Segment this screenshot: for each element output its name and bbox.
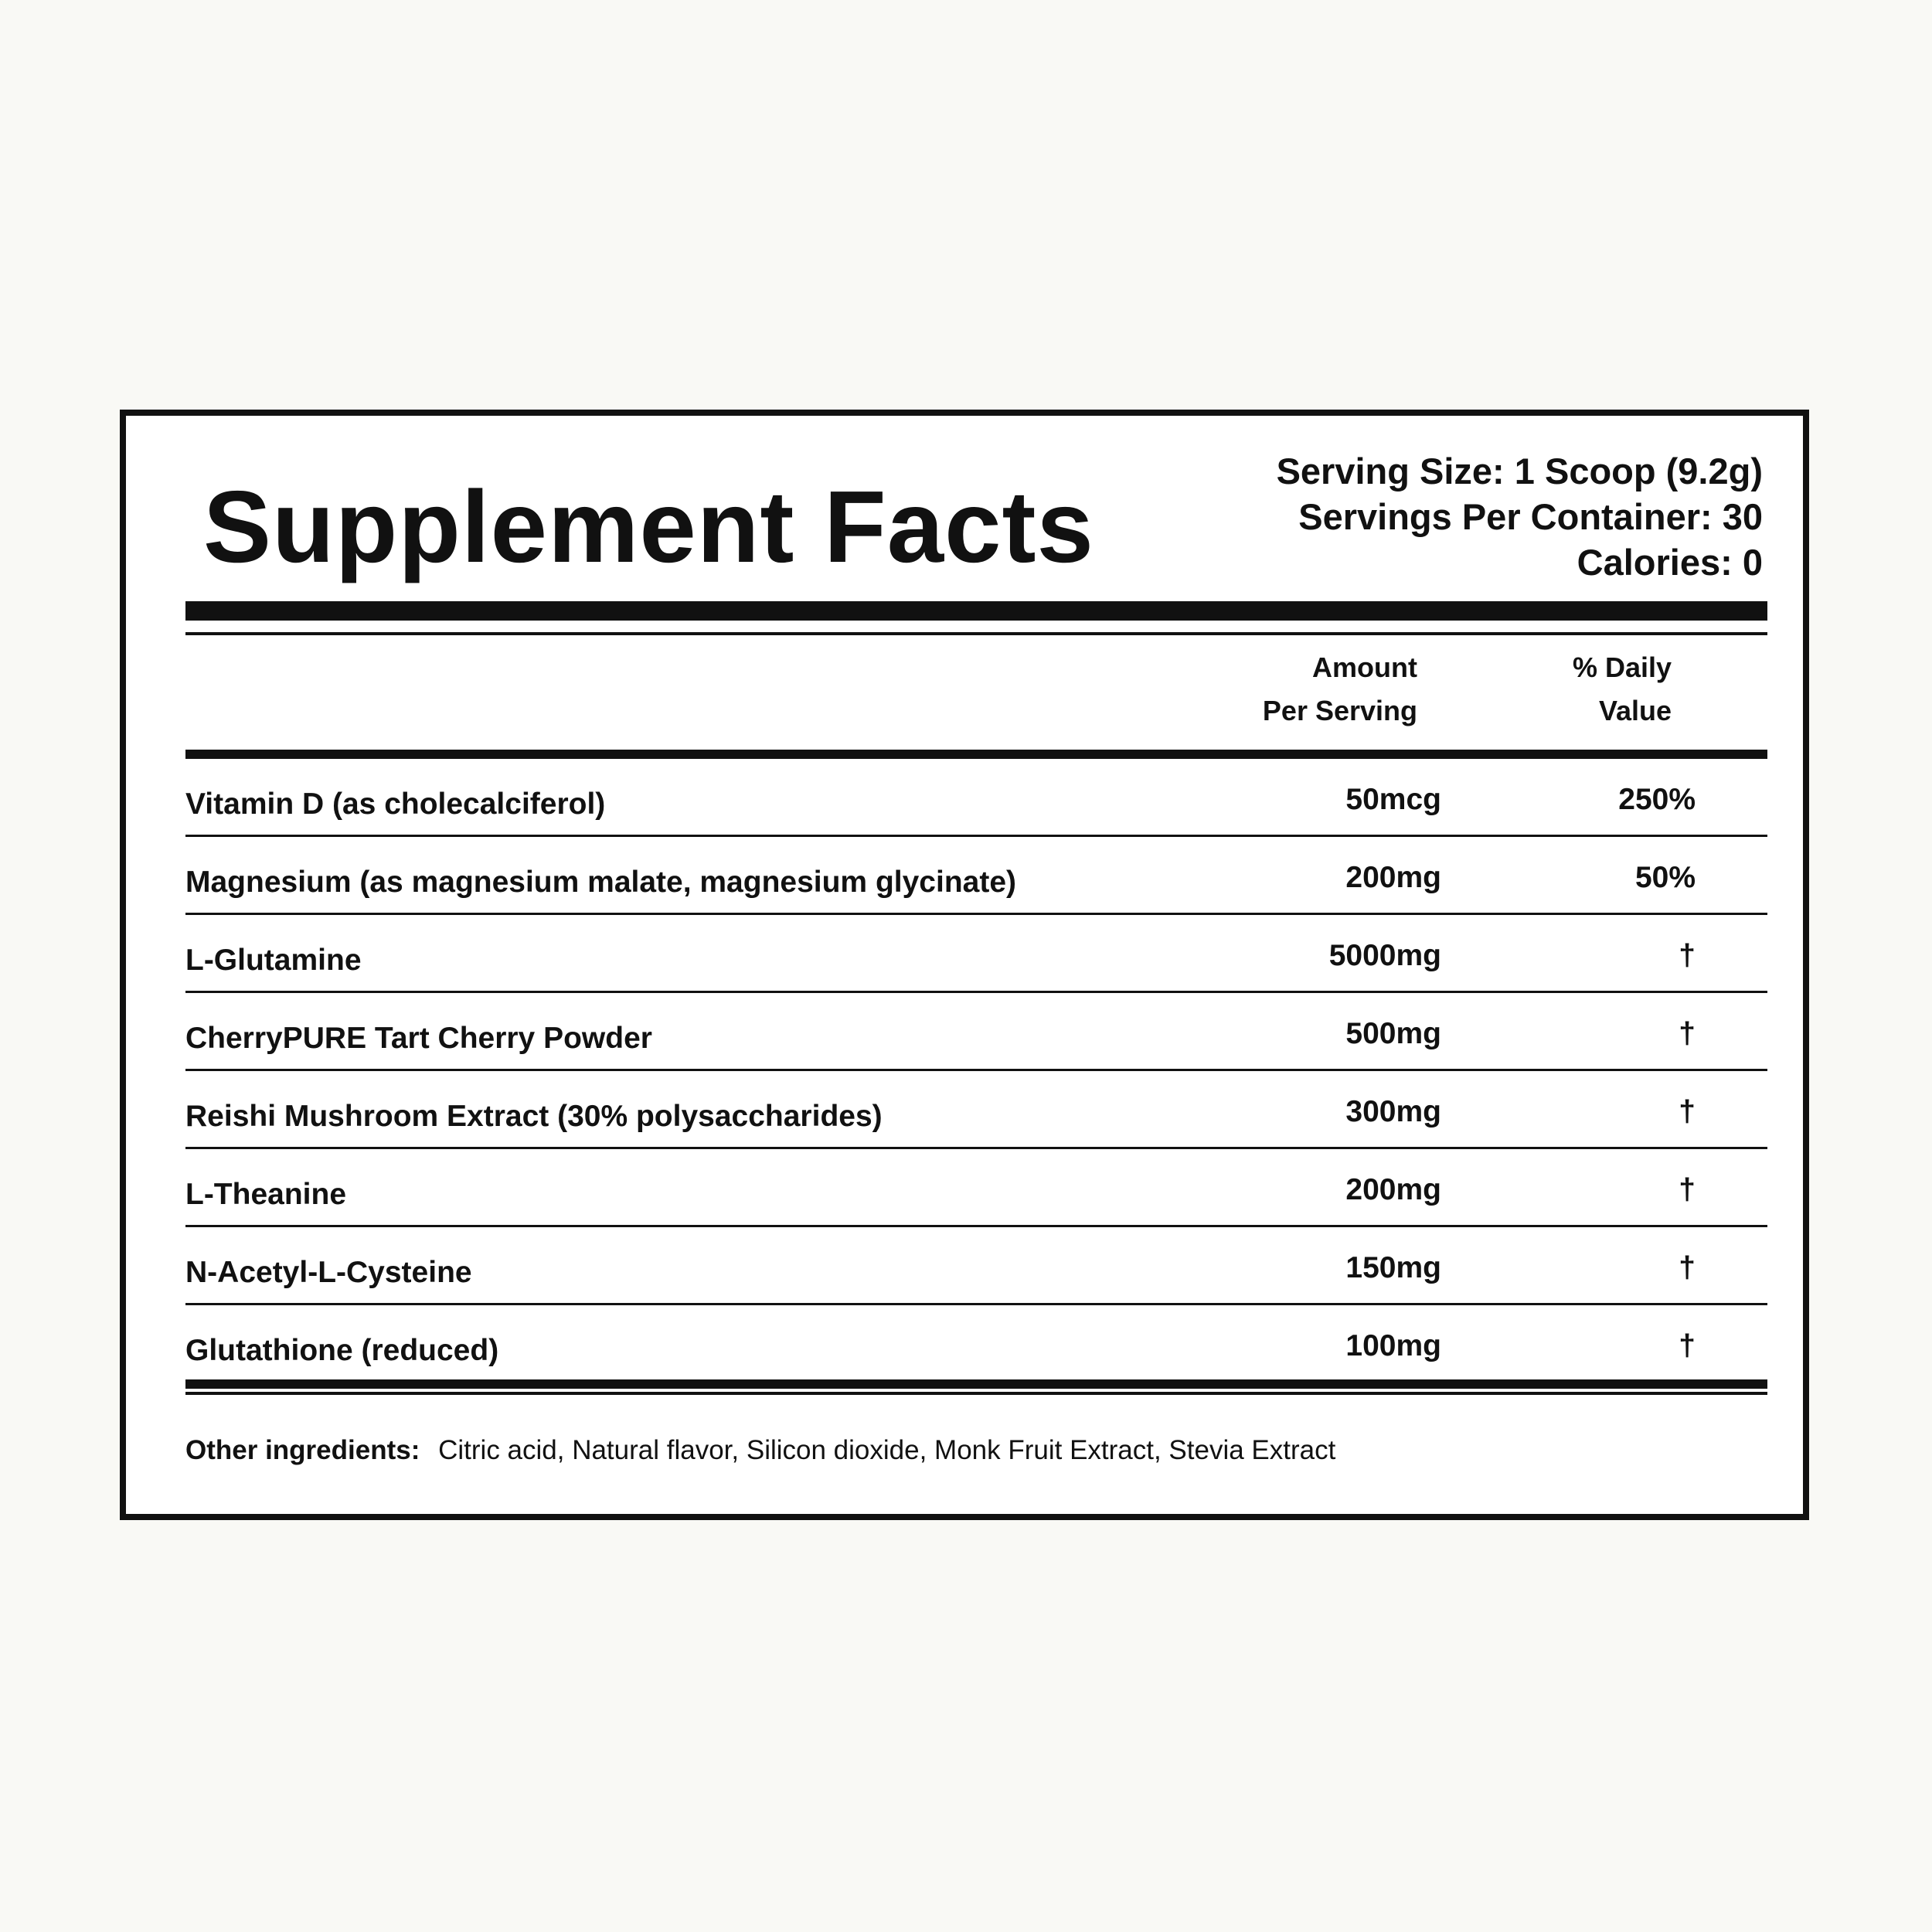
other-ingredients-label: Other ingredients: [185,1435,420,1465]
thin-divider [185,632,1767,635]
ingredient-daily-value: † [1679,1095,1696,1128]
other-ingredients-text: Citric acid, Natural flavor, Silicon dioxide, Monk Fruit Extract, Stevia Extract [438,1435,1336,1465]
calories: Calories: 0 [1577,542,1763,583]
supplement-facts-panel [120,410,1809,1520]
header-divider [185,750,1767,759]
ingredient-daily-value: † [1679,1173,1696,1206]
serving-info [1277,448,1763,585]
bottom-thick-divider [185,1379,1767,1389]
table-row [185,759,1767,837]
ingredient-table [185,759,1767,1383]
dv-header-line1: % Daily [1572,651,1672,683]
table-row [185,993,1767,1071]
ingredient-name: L-Theanine [185,1178,347,1211]
ingredient-amount: 100mg [1345,1329,1441,1362]
ingredient-name: Glutathione (reduced) [185,1334,499,1367]
amount-header-line1: Amount [1312,651,1417,683]
table-row [185,1149,1767,1227]
serving-size: Serving Size: 1 Scoop (9.2g) [1276,451,1763,492]
ingredient-daily-value: † [1679,1251,1696,1284]
ingredient-daily-value: † [1679,939,1696,972]
other-ingredients [185,1434,1335,1467]
amount-header-line2: Per Serving [1262,695,1417,726]
ingredient-amount: 50mcg [1345,783,1441,816]
ingredient-daily-value: † [1679,1329,1696,1362]
ingredient-amount: 5000mg [1328,939,1441,972]
daily-value-column-header [1573,646,1672,733]
dv-header-line2: Value [1598,695,1672,726]
ingredient-name: L-Glutamine [185,944,362,977]
ingredient-amount: 300mg [1345,1095,1441,1128]
thick-divider [185,601,1767,621]
ingredient-name: Reishi Mushroom Extract (30% polysaccharides) [185,1100,883,1133]
table-row [185,837,1767,915]
ingredient-name: CherryPURE Tart Cherry Powder [185,1022,652,1055]
ingredient-daily-value: 50% [1634,861,1696,894]
bottom-thin-divider [185,1392,1767,1395]
table-row [185,1227,1767,1305]
ingredient-amount: 500mg [1345,1017,1441,1050]
ingredient-name: N-Acetyl-L-Cysteine [185,1256,472,1289]
ingredient-name: Vitamin D (as cholecalciferol) [185,787,606,821]
ingredient-daily-value: 250% [1618,783,1696,816]
servings-per-container: Servings Per Container: 30 [1298,496,1763,537]
ingredient-amount: 150mg [1345,1251,1441,1284]
panel-title: Supplement Facts [203,470,1094,583]
ingredient-daily-value: † [1679,1017,1696,1050]
amount-column-header [1263,646,1417,733]
ingredient-amount: 200mg [1345,861,1441,894]
table-row [185,1071,1767,1149]
ingredient-amount: 200mg [1345,1173,1441,1206]
table-row [185,1305,1767,1383]
table-row [185,915,1767,993]
ingredient-name: Magnesium (as magnesium malate, magnesium glycinate) [185,866,1016,899]
